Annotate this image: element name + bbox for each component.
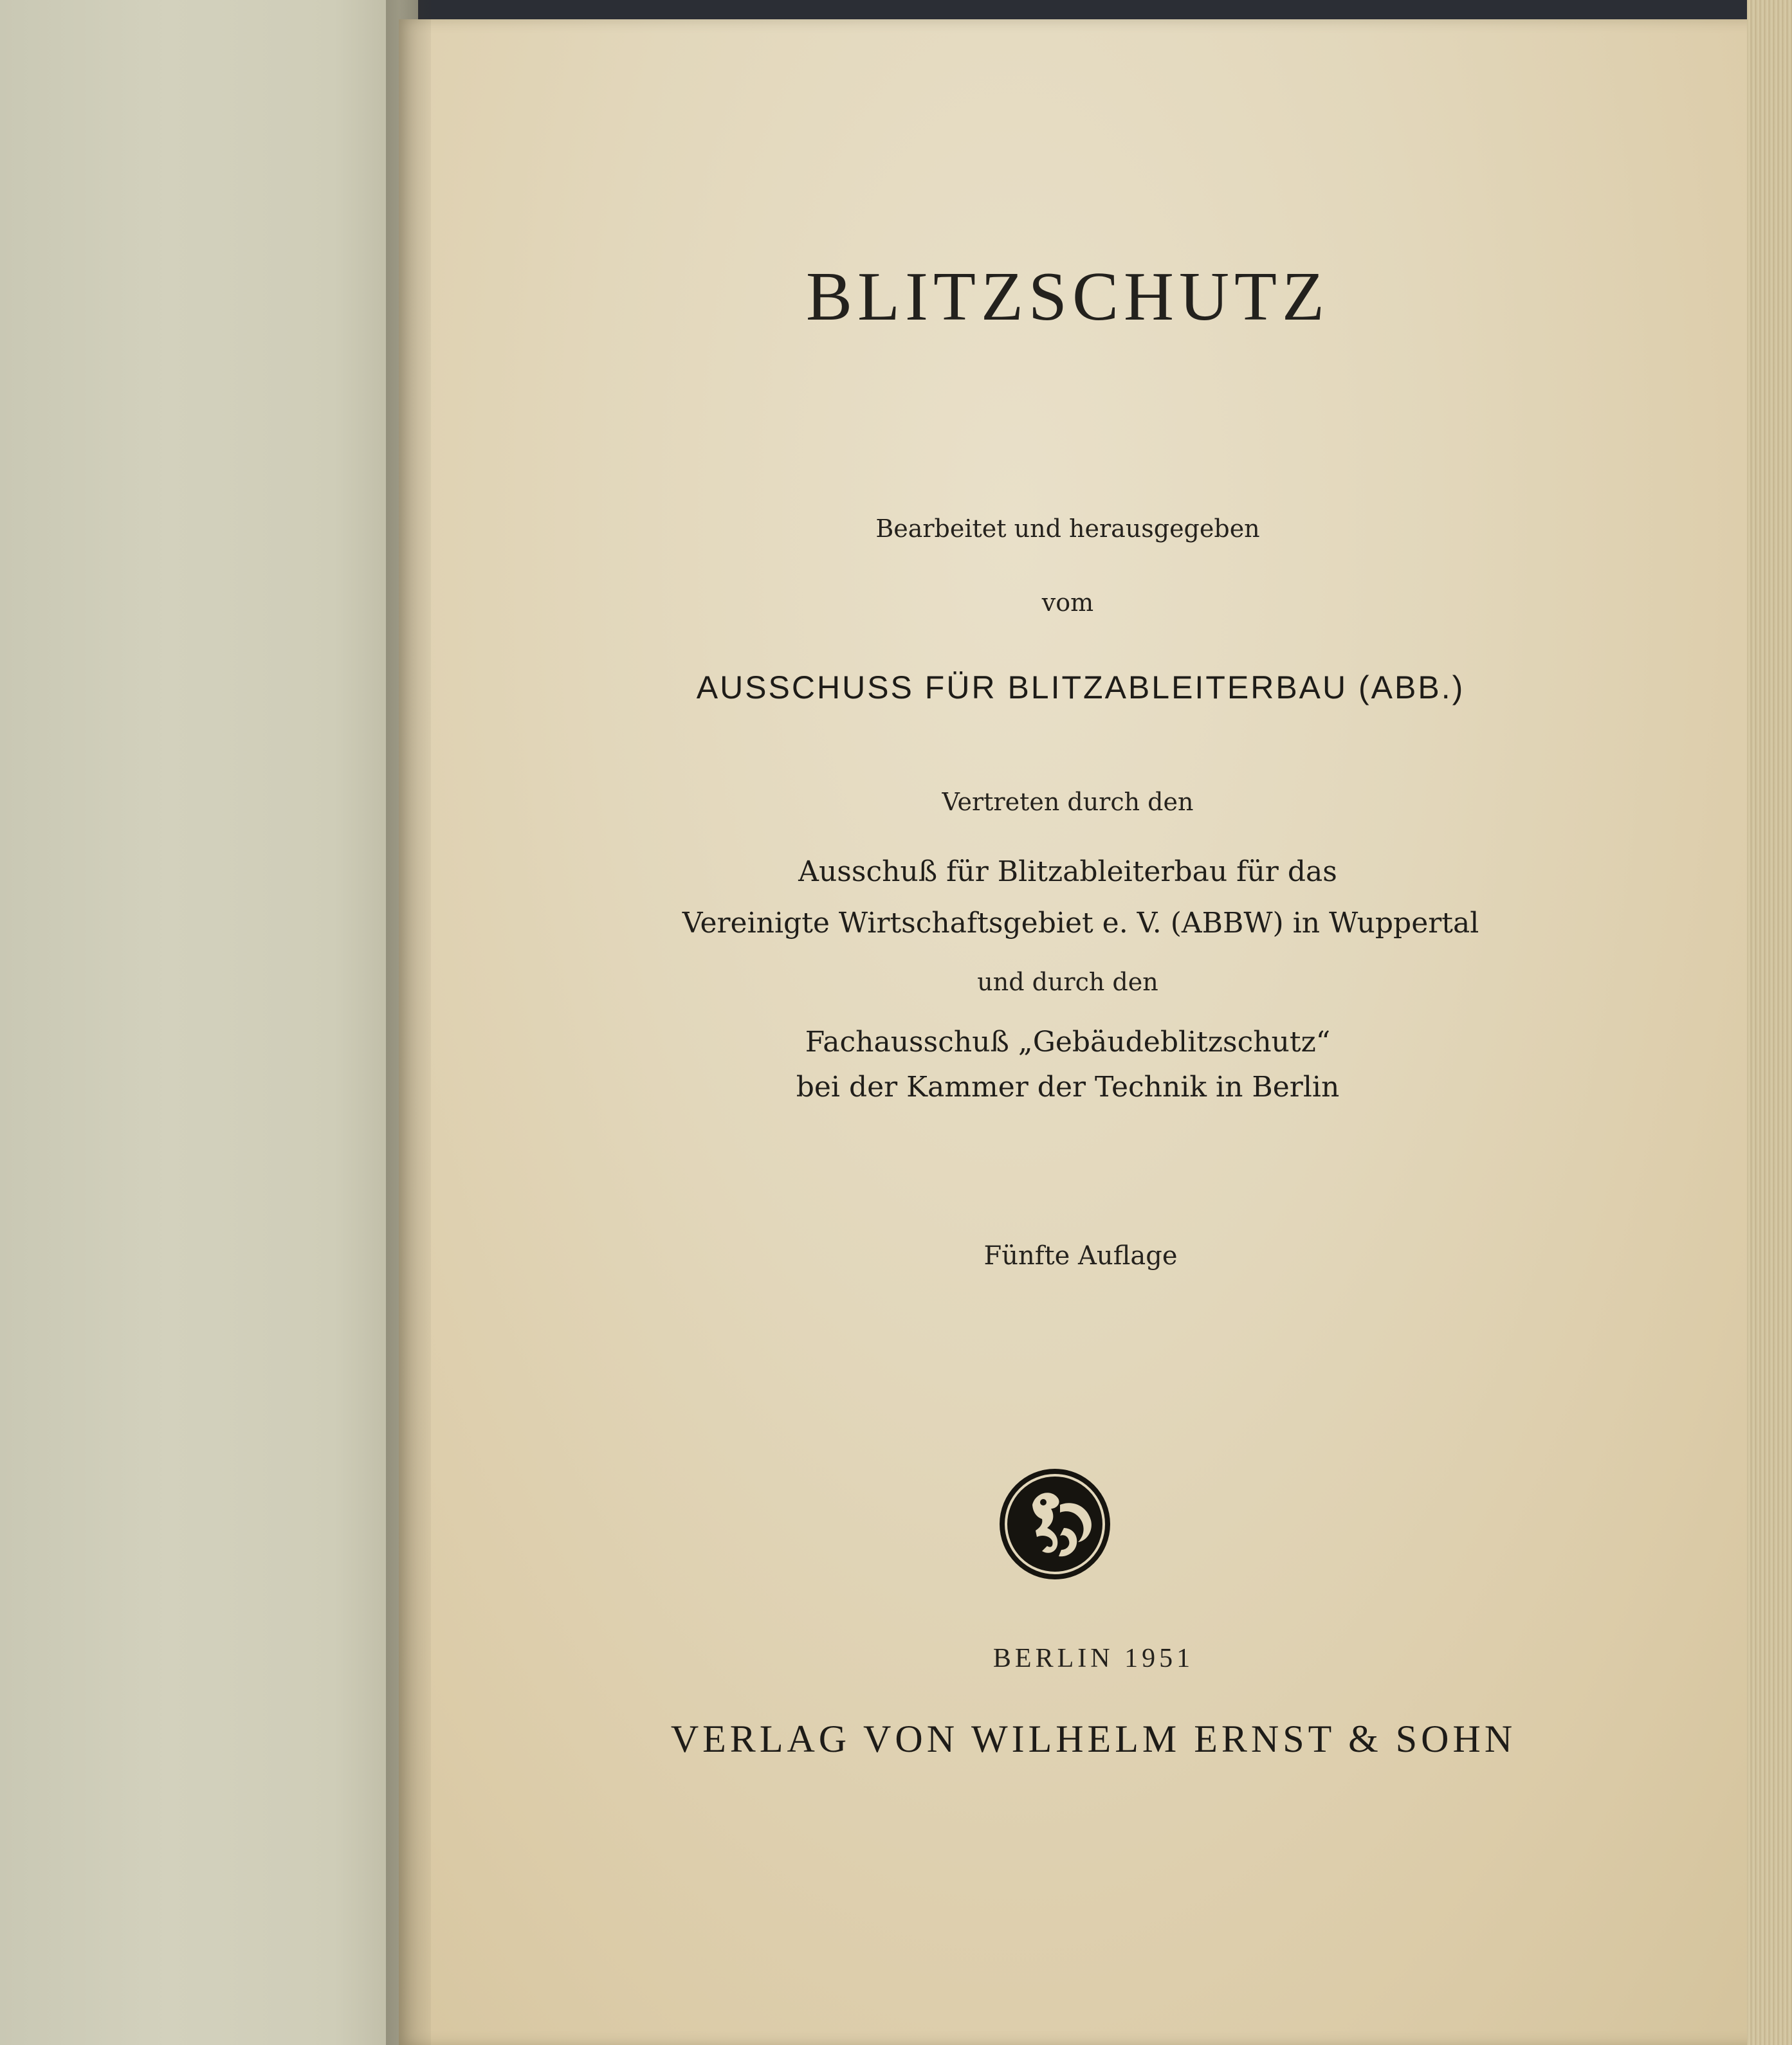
representative-1-line-1: Ausschuß für Blitzableiterbau für das (798, 855, 1337, 888)
left-blank-page (0, 0, 418, 2045)
represented-by-text: Vertreten durch den (942, 788, 1194, 816)
committee-name: AUSSCHUSS FÜR BLITZABLEITERBAU (ABB.) (696, 669, 1465, 705)
title-page-content (399, 19, 1762, 2045)
place-year-text: BERLIN 1951 (992, 1644, 1194, 1673)
griffin-emblem-icon (997, 1466, 1113, 1582)
by-text: vom (1041, 588, 1094, 617)
representative-2-line-2: bei der Kammer der Technik in Berlin (796, 1071, 1340, 1104)
book-title: BLITZSCHUTZ (806, 259, 1330, 335)
edition-text: Fünfte Auflage (983, 1241, 1178, 1271)
and-by-text: und durch den (977, 968, 1158, 996)
publisher-text: VERLAG VON WILHELM ERNST & SOHN (670, 1718, 1517, 1760)
representative-2-line-1: Fachausschuß „Gebäudeblitzschutz“ (805, 1026, 1331, 1059)
edited-by-text: Bearbeitet und herausgegeben (875, 514, 1260, 543)
representative-1-line-2: Vereinigte Wirtschaftsgebiet e. V. (ABBW) in Wuppertal (682, 907, 1479, 940)
